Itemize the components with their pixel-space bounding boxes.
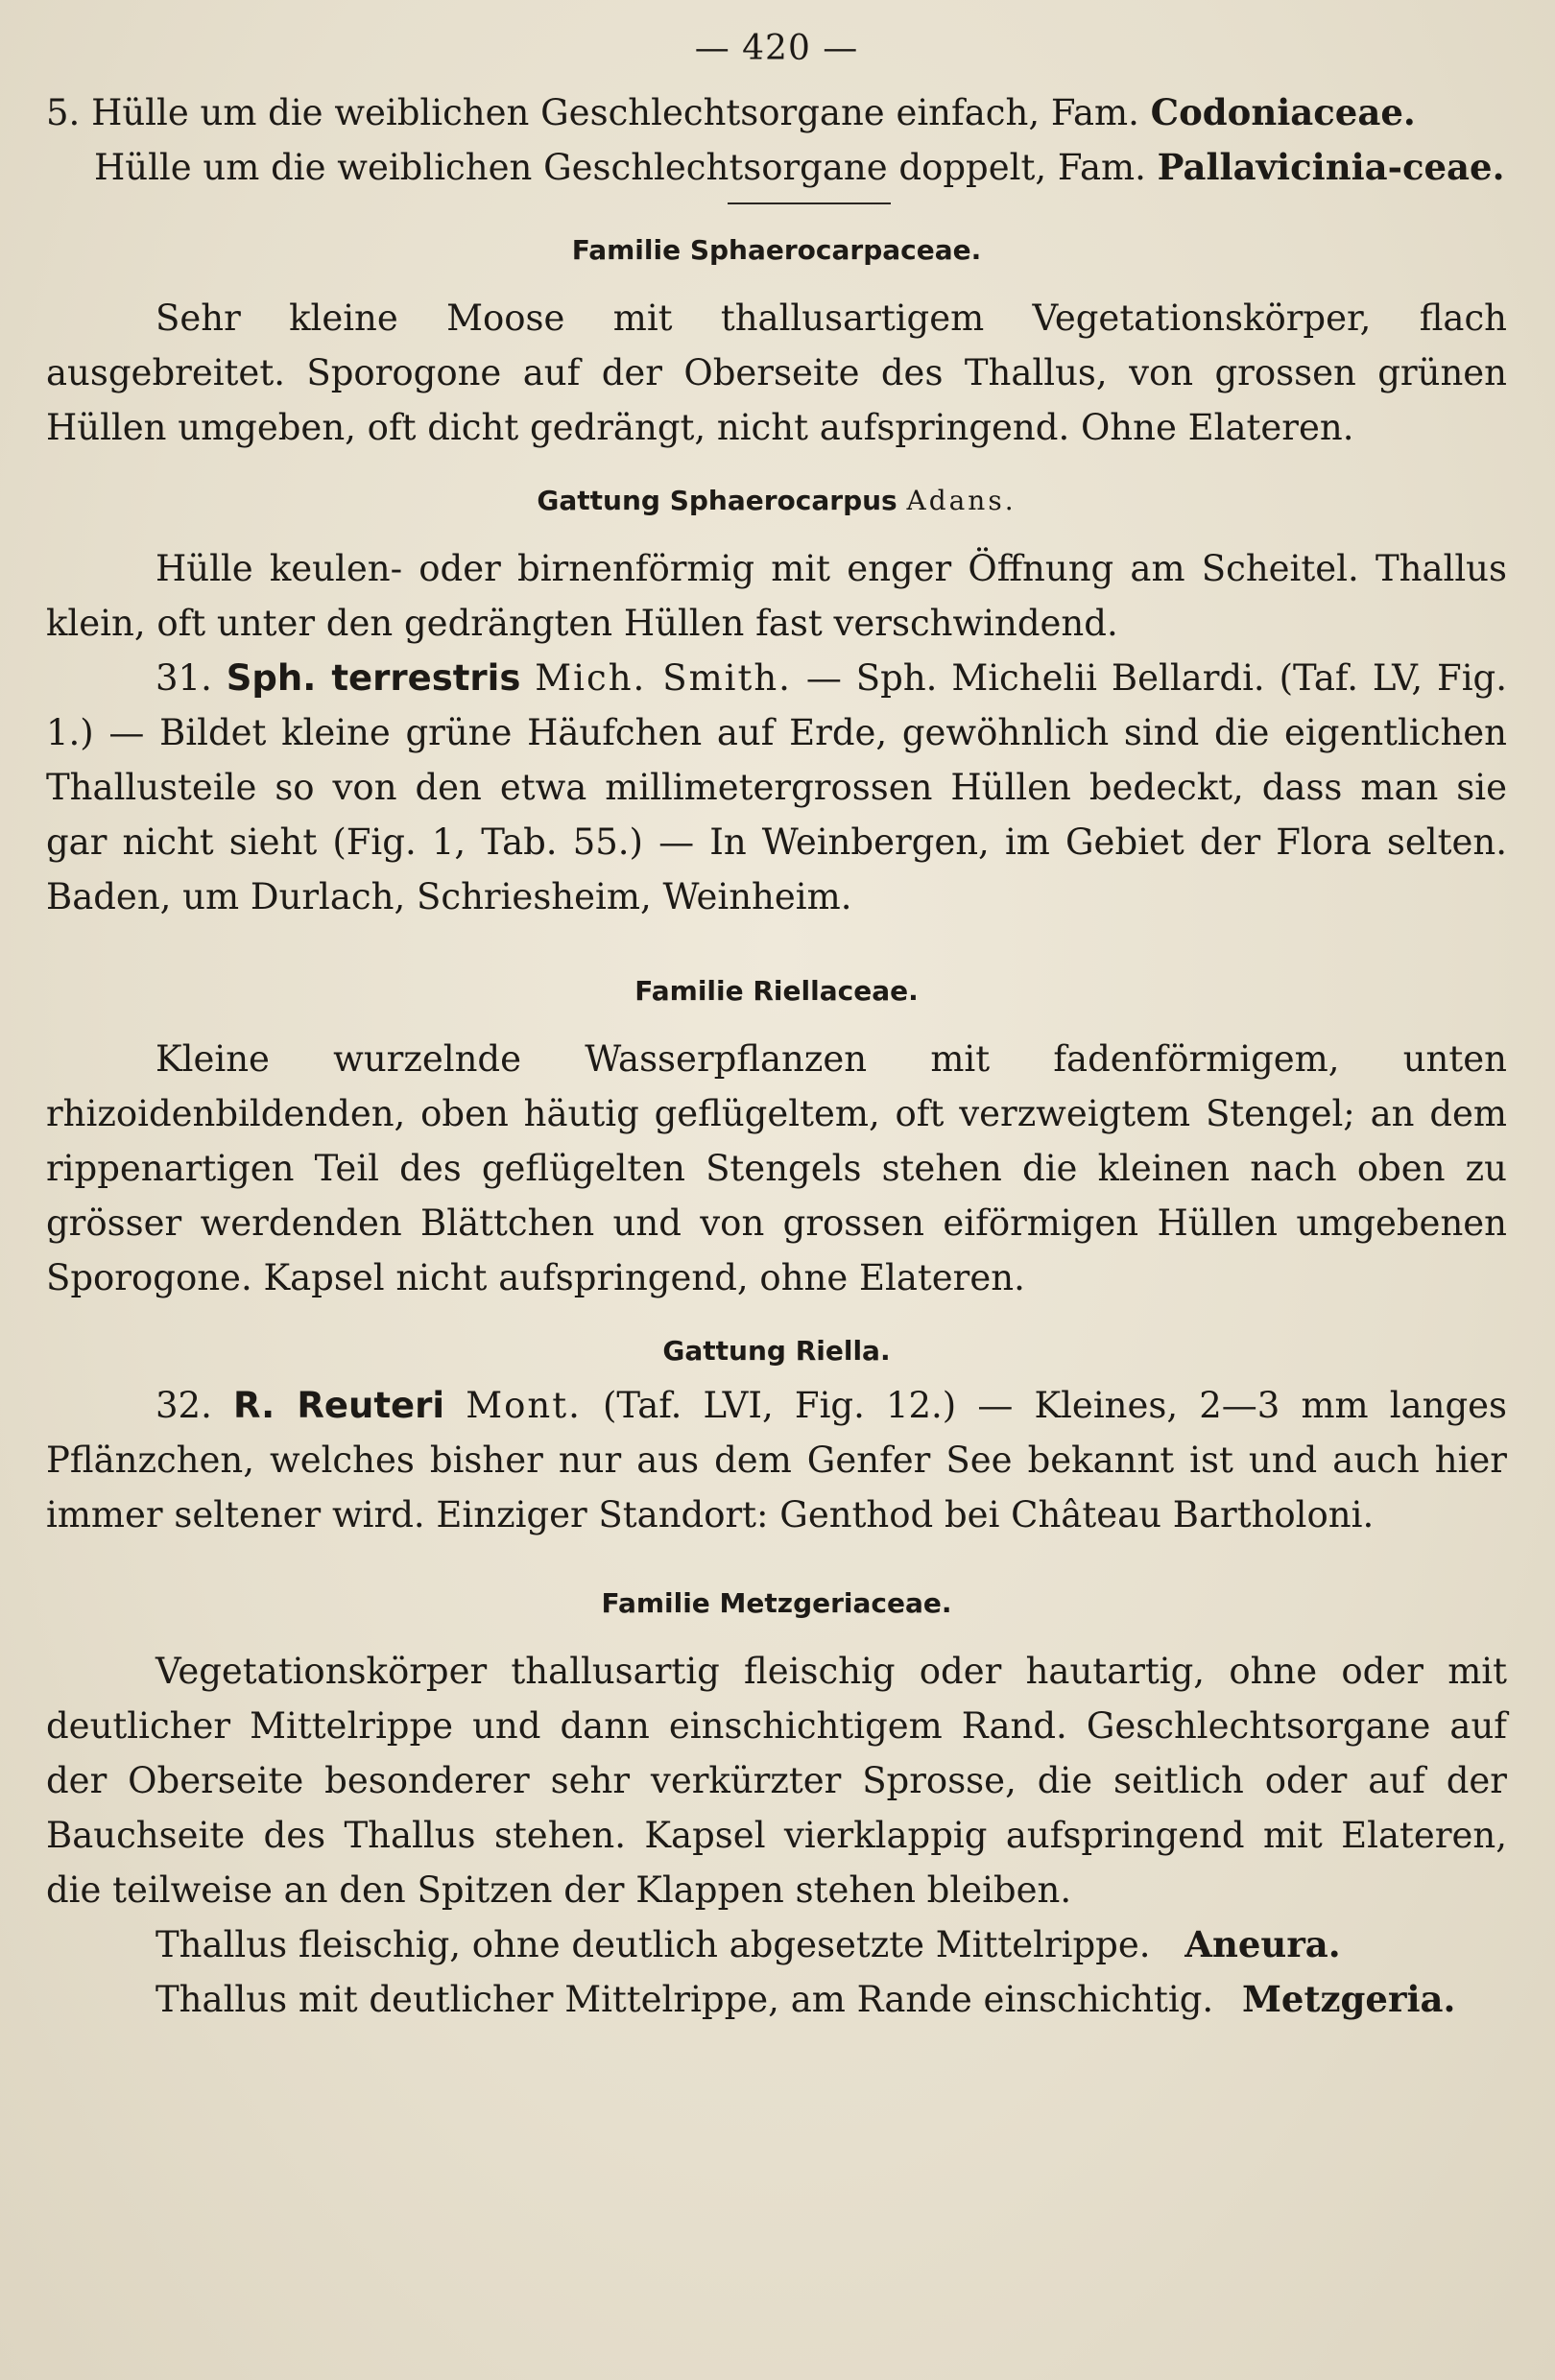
family-codoniaceae: Codoniaceae.: [1150, 91, 1416, 133]
genus-metzgeria: Metzgeria.: [1241, 1978, 1456, 2020]
species-text: — Sph. Michelii Bellardi. (Taf. LV, Fig. 1.) — Bildet kleine grüne Häufchen auf Erde, gewöhnlich sind die eigentlichen Thallusteile so von den etwa millimetergrossen Hüllen bedeckt, dass man sie gar nicht sieht (Fig. 1, Tab. 55.) — In Weinbergen, im Gebiet der Flora selten. Baden, um Durlach, Schriesheim, Weinheim.: [46, 657, 1507, 917]
page-number: — 420 —: [694, 29, 859, 68]
genus-author-adans: Adans.: [906, 485, 1017, 516]
genus-key-2-text: Thallus mit deutlicher Mittelrippe, am Rande einschichtig.: [156, 1979, 1214, 2020]
genus-heading-riella: Gattung Riella.: [662, 1335, 891, 1367]
family-description-riellaceae: Kleine wurzelnde Wasserpflanzen mit fadenförmigem, unten rhizoidenbildenden, oben häutig geflügeltem, oft verzweigtem Stengel; an dem rippenartigen Teil des geflügelten Stengels stehen die kleinen nach oben zu grösser werdenden Blättchen und von grossen eiförmigen Hüllen umgebenen Sporogone. Kapsel nicht aufspringend, ohne Elateren.: [46, 1038, 1507, 1298]
genus-aneura: Aneura.: [1184, 1923, 1341, 1965]
section-divider: [728, 202, 891, 204]
species-author: Mich. Smith.: [535, 657, 792, 699]
family-heading-riellaceae: Familie Riellaceae.: [634, 975, 919, 1007]
page-content: [46, 29, 1507, 2027]
genus-key-line-1: [46, 1917, 1507, 1972]
species-entry-31: [46, 651, 1507, 924]
genus-heading-sphaerocarpus: [46, 482, 1507, 520]
genus-name-sphaerocarpus: Gattung Sphaerocarpus: [537, 485, 897, 516]
genus-key-1-text: Thallus fleischig, ohne deutlich abgesetzte Mittelrippe.: [156, 1924, 1151, 1965]
family-description-metzgeriaceae: Vegetationskörper thallusartig fleischig oder hautartig, ohne oder mit deutlicher Mittelrippe und dann einschichtigem Rand. Geschlechtsorgane auf der Oberseite besonderer sehr verkürzter Sprosse, die seitlich oder auf der Bauchseite des Thallus stehen. Kapsel vierklappig aufspringend mit Elateren, die teilweise an den Spitzen der Klappen stehen bleiben.: [46, 1651, 1507, 1911]
species-entry-32: [46, 1378, 1507, 1542]
genus-description-sphaerocarpus: Hülle keulen- oder birnenförmig mit enger Öffnung am Scheitel. Thallus klein, oft unter den gedrängten Hüllen fast verschwindend.: [46, 548, 1507, 644]
species-text: (Taf. LVI, Fig. 12.) — Kleines, 2—3 mm langes Pflänzchen, welches bisher nur aus dem Genfer See bekannt ist und auch hier immer seltener wird. Einziger Standort: Genthod bei Château Bartholoni.: [46, 1385, 1508, 1535]
species-name-r-reuteri: R. Reuteri: [232, 1385, 445, 1426]
family-heading-metzgeriaceae: Familie Metzgeriaceae.: [601, 1587, 952, 1619]
key-5-line1-text: 5. Hülle um die weiblichen Geschlechtsorgane einfach, Fam.: [46, 92, 1151, 133]
species-number: 31.: [156, 657, 212, 699]
species-name-sph-terrestris: Sph. terrestris: [226, 657, 521, 699]
family-heading-sphaerocarpaceae: Familie Sphaerocarpaceae.: [571, 234, 982, 266]
family-pallaviciniaceae: Pallavicinia-ceae.: [1157, 146, 1505, 188]
genus-key-line-2: [46, 1972, 1507, 2027]
key-5-line2-text: Hülle um die weiblichen Geschlechtsorgane doppelt, Fam.: [94, 147, 1158, 188]
species-author: Mont.: [466, 1385, 582, 1426]
family-description-sphaerocarpaceae: Sehr kleine Moose mit thallusartigem Vegetationskörper, flach ausgebreitet. Sporogone auf der Oberseite des Thallus, von grossen grünen Hüllen umgeben, oft dicht gedrängt, nicht aufspringend. Ohne Elateren.: [46, 298, 1507, 448]
species-number: 32.: [156, 1385, 212, 1426]
key-entry-5: [46, 85, 1507, 195]
